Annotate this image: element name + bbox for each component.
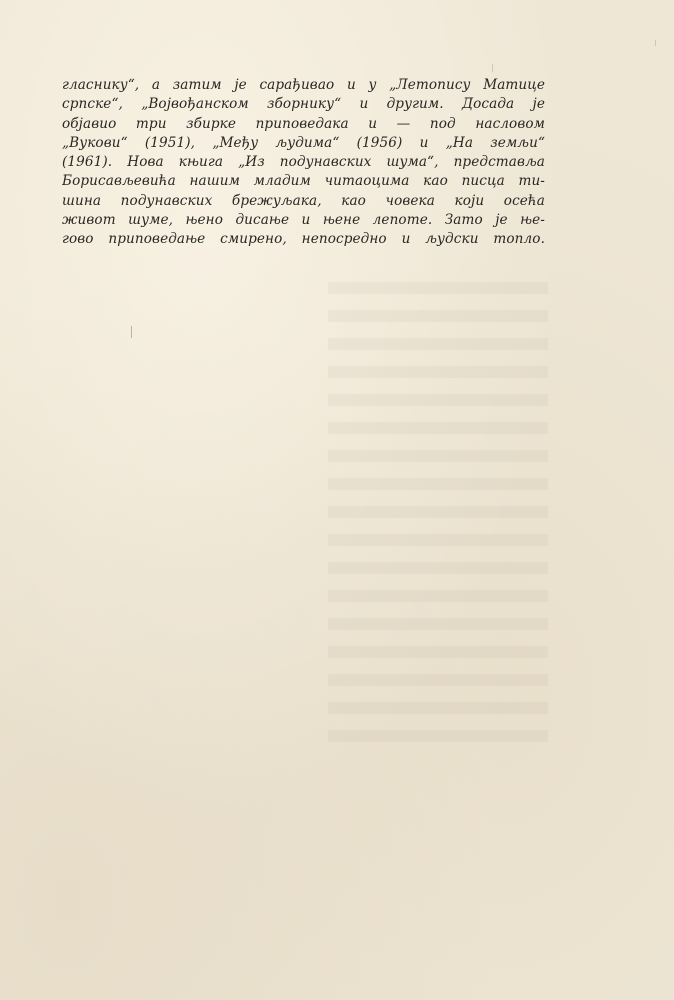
paragraph-line: „Вукови“ (1951), „Међу људима“ (1956) и „На земљи“ [62,134,545,151]
body-paragraph [62,76,545,250]
show-through-shadow [328,282,548,742]
paper-speck [492,64,493,72]
paper-speck [655,40,656,46]
paragraph-line: гласнику“, а затим је сарађивао и у „Летопису Матице [62,77,545,93]
paragraph-line: (1961). Нова књига „Из подунавских шума“, представља [62,154,545,171]
paragraph-line: српске“, „Војвођанском зборнику“ и другим. Досада је [62,96,545,113]
paragraph-line: гово приповедање смирено, непосредно и људски топло. [62,231,545,248]
paragraph-line: живот шуме, њено дисање и њене лепоте. Зато је ње- [62,212,545,229]
paragraph-line: објавио три збирке приповедака и — под насловом [62,115,545,132]
paper-speck [131,326,132,338]
paragraph-line: Борисављевића нашим младим читаоцима као писца ти- [62,173,545,190]
paragraph-line: шина подунавских брежуљака, као човека који осећа [62,192,545,209]
